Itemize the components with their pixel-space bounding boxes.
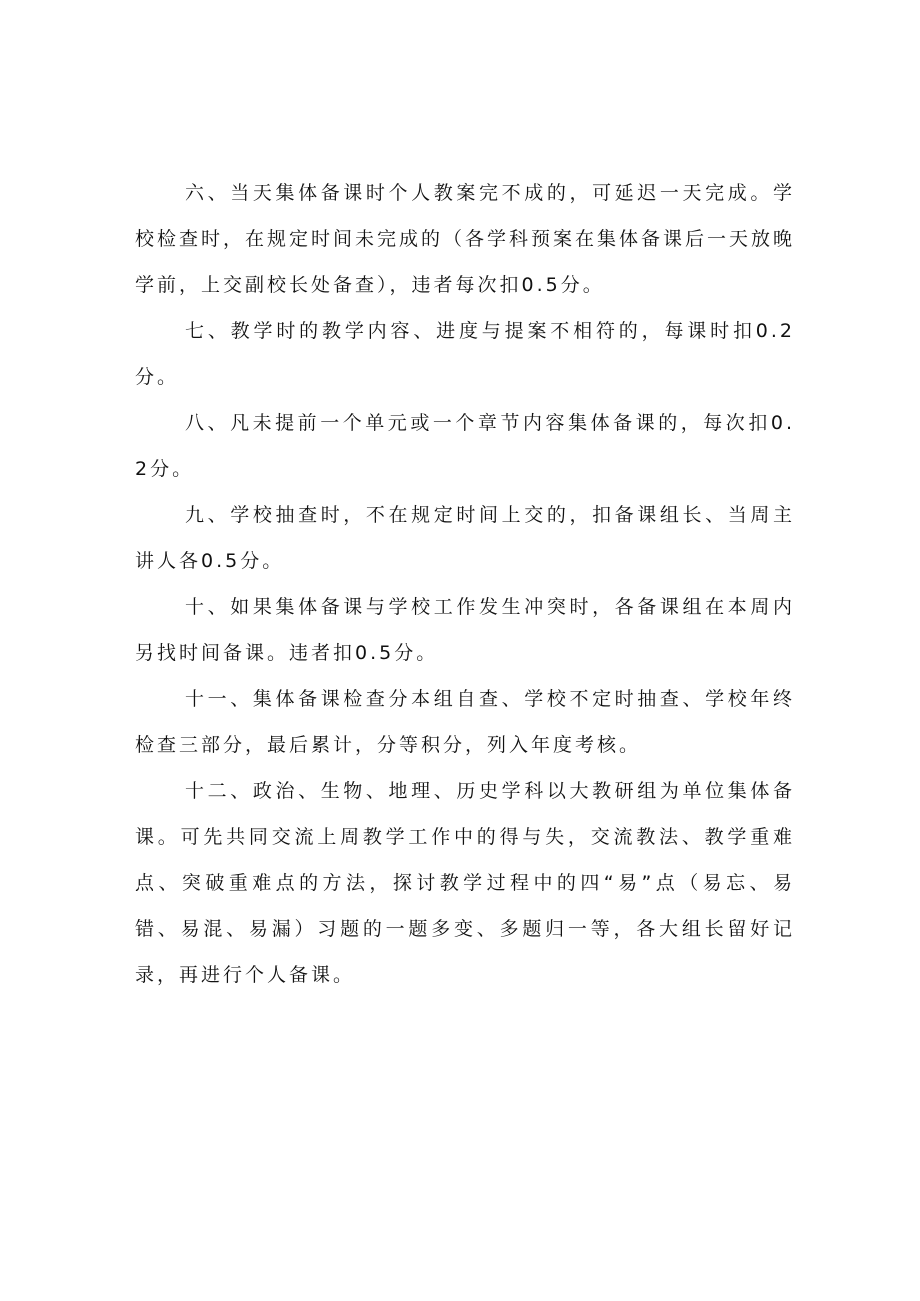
rule-paragraph-10: 十、如果集体备课与学校工作发生冲突时，各备课组在本周内另找时间备课。违者扣0.5分。	[135, 596, 795, 664]
rule-paragraph-12: 十二、政治、生物、地理、历史学科以大教研组为单位集体备课。可先共同交流上周教学工作中的得与失，交流教法、教学重难点、突破重难点的方法，探讨教学过程中的四“易”点（易忘、易错、易混、易漏）习题的一题多变、多题归一等，各大组长留好记录，再进行个人备课。	[135, 780, 795, 986]
rule-paragraph-8: 八、凡未提前一个单元或一个章节内容集体备课的，每次扣0.2分。	[135, 412, 795, 480]
rule-paragraph-7: 七、教学时的教学内容、进度与提案不相符的，每课时扣0.2分。	[135, 320, 795, 388]
rule-paragraph-9: 九、学校抽查时，不在规定时间上交的，扣备课组长、当周主讲人各0.5分。	[135, 504, 795, 572]
rule-paragraph-11: 十一、集体备课检查分本组自查、学校不定时抽查、学校年终检查三部分，最后累计，分等积分，列入年度考核。	[135, 688, 795, 756]
rule-paragraph-6: 六、当天集体备课时个人教案完不成的，可延迟一天完成。学校检查时，在规定时间未完成的（各学科预案在集体备课后一天放晚学前，上交副校长处备查），违者每次扣0.5分。	[135, 182, 796, 296]
document-body	[135, 170, 795, 998]
